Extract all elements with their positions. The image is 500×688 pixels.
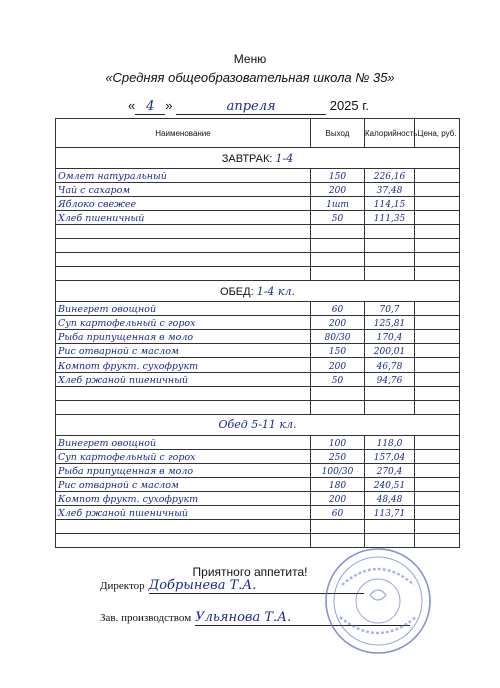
date-open-quote: « <box>128 98 136 113</box>
dish-output: 200 <box>311 316 365 330</box>
dish-output: 50 <box>311 211 365 225</box>
column-header-output: Выход <box>311 119 365 148</box>
lunch-heading <box>56 281 460 302</box>
dish-output: 250 <box>311 449 365 463</box>
dish-price <box>415 344 460 358</box>
dish-price <box>415 463 460 477</box>
empty-row <box>56 253 460 267</box>
dish-price <box>415 302 460 316</box>
director-label: Директор <box>100 580 145 592</box>
empty-row <box>56 386 460 400</box>
dish-price <box>415 372 460 386</box>
lunch-label: ОБЕД: <box>220 285 254 298</box>
dish-calories: 226,16 <box>365 169 415 183</box>
dish-name: Хлеб ржаной пшеничный <box>56 372 311 386</box>
dish-name: Хлеб пшеничный <box>56 211 311 225</box>
table-row <box>56 358 460 372</box>
dish-name: Компот фрукт. сухофрукт <box>56 491 311 505</box>
date-close-quote: » <box>165 98 173 113</box>
table-row <box>56 372 460 386</box>
dish-name: Компот фрукт. сухофрукт <box>56 358 311 372</box>
dish-price <box>415 197 460 211</box>
date-day: 4 <box>135 99 165 115</box>
lunch-group: 1-4 кл. <box>256 284 295 298</box>
lunch2-heading: Обед 5-11 кл. <box>56 414 460 435</box>
table-row <box>56 197 460 211</box>
dish-price <box>415 491 460 505</box>
menu-table <box>55 118 460 548</box>
dish-calories: 270,4 <box>365 463 415 477</box>
dish-calories: 113,71 <box>365 505 415 519</box>
director-signature: Добрынева Т.А. <box>149 578 364 594</box>
table-row <box>56 435 460 449</box>
dish-calories: 240,51 <box>365 477 415 491</box>
school-stamp-seal <box>322 545 434 657</box>
dish-output: 150 <box>311 169 365 183</box>
table-row <box>56 183 460 197</box>
breakfast-section-row <box>56 148 460 169</box>
dish-name: Рыба припущенная в моло <box>56 330 311 344</box>
dish-calories: 37,48 <box>365 183 415 197</box>
dish-calories: 94,76 <box>365 372 415 386</box>
lunch2-section-row <box>56 414 460 435</box>
dish-output: 100/30 <box>311 463 365 477</box>
column-header-name: Наименование <box>56 119 311 148</box>
empty-row <box>56 519 460 533</box>
table-row <box>56 344 460 358</box>
table-row <box>56 463 460 477</box>
table-row <box>56 477 460 491</box>
dish-price <box>415 435 460 449</box>
dish-name: Винегрет овощной <box>56 302 311 316</box>
dish-calories: 114,15 <box>365 197 415 211</box>
dish-price <box>415 330 460 344</box>
table-row <box>56 491 460 505</box>
table-row <box>56 316 460 330</box>
date-month: апреля <box>176 99 326 115</box>
table-row <box>56 302 460 316</box>
production-signature: Ульянова Т.А. <box>195 610 410 626</box>
date-year: 2025 г. <box>329 98 370 113</box>
breakfast-label: ЗАВТРАК: <box>221 152 273 165</box>
table-row <box>56 211 460 225</box>
dish-price <box>415 477 460 491</box>
table-row <box>56 330 460 344</box>
dish-calories: 111,35 <box>365 211 415 225</box>
dish-output: 200 <box>311 491 365 505</box>
breakfast-group: 1-4 <box>275 151 294 165</box>
dish-output: 50 <box>311 372 365 386</box>
lunch-section-row <box>56 281 460 302</box>
dish-output: 200 <box>311 183 365 197</box>
dish-price <box>415 316 460 330</box>
production-label: Зав. производством <box>100 612 192 624</box>
dish-name: Рыба припущенная в моло <box>56 463 311 477</box>
dish-calories: 46,78 <box>365 358 415 372</box>
dish-name: Омлет натуральный <box>56 169 311 183</box>
dish-output: 60 <box>311 505 365 519</box>
column-header-calories: Калорийность <box>365 119 415 148</box>
school-name: «Средняя общеобразовательная школа № 35» <box>105 70 395 85</box>
table-header-row <box>56 119 460 148</box>
dish-output: 60 <box>311 302 365 316</box>
dish-calories: 157,04 <box>365 449 415 463</box>
dish-name: Хлеб ржаной пшеничный <box>56 505 311 519</box>
dish-calories: 70,7 <box>365 302 415 316</box>
empty-row <box>56 239 460 253</box>
dish-calories: 125,81 <box>365 316 415 330</box>
table-row <box>56 169 460 183</box>
column-header-price: Цена, руб. <box>415 119 460 148</box>
dish-name: Суп картофельный с горох <box>56 449 311 463</box>
dish-name: Винегрет овощной <box>56 435 311 449</box>
table-row <box>56 449 460 463</box>
dish-calories: 118,0 <box>365 435 415 449</box>
dish-output: 80/30 <box>311 330 365 344</box>
dish-name: Суп картофельный с горох <box>56 316 311 330</box>
dish-price <box>415 169 460 183</box>
dish-price <box>415 505 460 519</box>
table-row <box>56 505 460 519</box>
dish-output: 200 <box>311 358 365 372</box>
closing-message: Приятного аппетита! <box>192 565 308 579</box>
dish-price <box>415 183 460 197</box>
dish-price <box>415 449 460 463</box>
empty-row <box>56 400 460 414</box>
menu-date <box>128 98 369 115</box>
dish-calories: 48,48 <box>365 491 415 505</box>
dish-name: Чай с сахаром <box>56 183 311 197</box>
dish-output: 100 <box>311 435 365 449</box>
dish-calories: 170,4 <box>365 330 415 344</box>
dish-output: 1шт <box>311 197 365 211</box>
empty-row <box>56 225 460 239</box>
dish-name: Яблоко свежее <box>56 197 311 211</box>
dish-price <box>415 211 460 225</box>
dish-output: 150 <box>311 344 365 358</box>
dish-calories: 200,01 <box>365 344 415 358</box>
empty-row <box>56 267 460 281</box>
dish-name: Рис отварной с маслом <box>56 477 311 491</box>
breakfast-heading <box>56 148 460 169</box>
dish-name: Рис отварной с маслом <box>56 344 311 358</box>
menu-title: Меню <box>233 52 267 66</box>
dish-price <box>415 358 460 372</box>
dish-output: 180 <box>311 477 365 491</box>
